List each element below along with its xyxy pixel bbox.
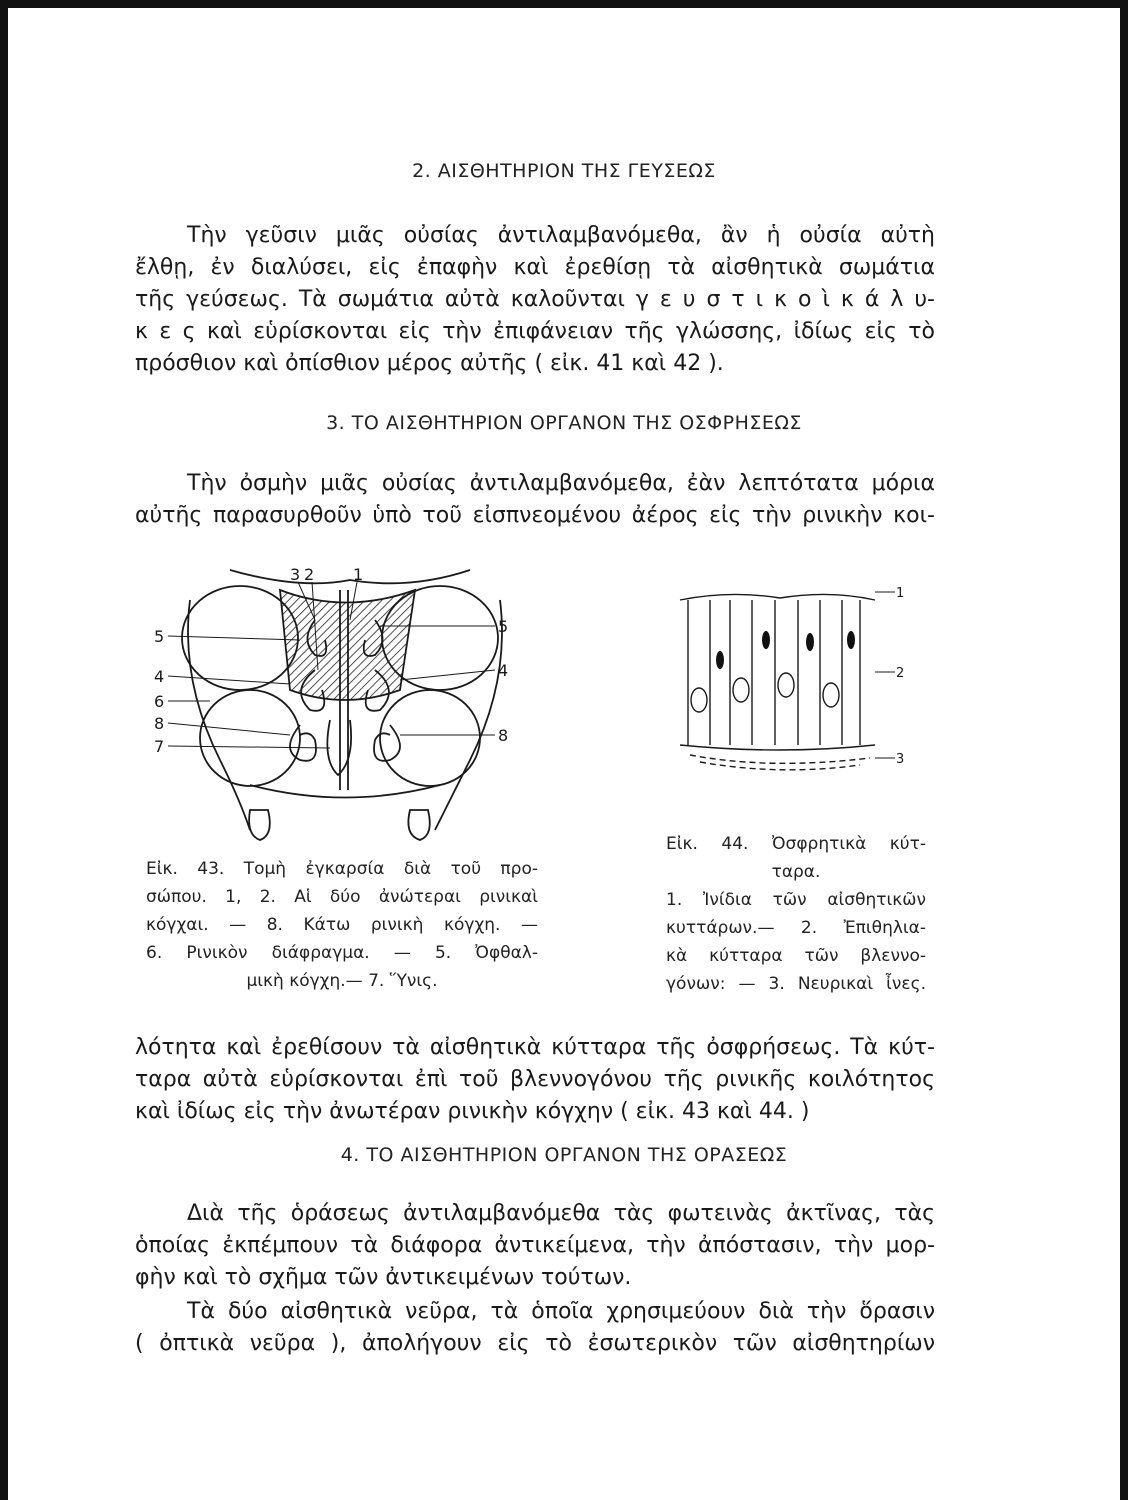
caption-line: μικὴ κόγχη.— 7. Ὕνις. — [246, 971, 438, 991]
face-outline — [230, 570, 470, 583]
fig43-label-top-2: 2 — [304, 565, 315, 584]
section-4-paragraph — [135, 1198, 935, 1294]
fig43-label-right-5: 5 — [498, 617, 509, 636]
palate — [250, 785, 440, 798]
section-2-paragraph — [135, 220, 935, 380]
fig43-label-right-4: 4 — [498, 661, 509, 680]
figure-44-caption — [666, 830, 926, 998]
text-line: πρόσθιον καὶ ὀπίσθιον μέρος αὐτῆς ( εἰκ. 41 καὶ 42 ). — [135, 351, 724, 376]
right-inferior-concha — [374, 725, 400, 761]
caption-line: Εἰκ. 43. Τομὴ ἐγκαρσία διὰ τοῦ προ- — [146, 859, 538, 879]
fig44-label-1: 1 — [896, 586, 905, 601]
text-line: τῆς γεύσεως. Τὰ σωμάτια αὐτὰ καλοῦνται γ ε υ σ τ ι κ ο ὶ κ ά λ υ- — [135, 287, 935, 312]
fig43-label-top-3: 3 — [290, 565, 301, 584]
epithelium-top — [680, 594, 875, 600]
section-4-heading: 4. ΤΟ ΑΙΣΘΗΤΗΡΙΟΝ ΟΡΓΑΝΟΝ ΤΗΣ ΟΡΑΣΕΩΣ — [340, 1144, 788, 1166]
fig43-label-left-8: 8 — [154, 714, 165, 733]
cell-nucleus — [733, 678, 749, 702]
left-maxillary-sinus — [200, 690, 300, 786]
text-line: αὐτῆς παρασυρθοῦν ὑπὸ τοῦ εἰσπνεομένου ἀέρος εἰς τὴν ρινικὴν κοι- — [135, 503, 935, 528]
cell-column-2 — [730, 600, 752, 745]
figure-44-olfactory-cells — [670, 580, 910, 780]
caption-line: ταρα. — [771, 862, 821, 882]
text-line: ταρα αὐτὰ εὑρίσκονται ἐπὶ τοῦ βλεννογόνου τῆς ρινικῆς κοιλότητος — [135, 1067, 935, 1092]
caption-line: κυττάρων.— 2. Ἐπιθηλια- — [666, 918, 926, 938]
fig43-label-left-4: 4 — [154, 667, 165, 686]
caption-line: Εἰκ. 44. Ὀσφρητικὰ κύτ- — [666, 834, 926, 854]
text-line: Τὴν γεῦσιν μιᾶς οὐσίας ἀντιλαμβανόμεθα, ἂν ἡ οὐσία αὐτὴ — [187, 223, 935, 248]
figure-43-nasal-cross-section — [150, 560, 530, 850]
text-line: Τὴν ὀσμὴν μιᾶς οὐσίας ἀντιλαμβανόμεθα, ἐὰν λεπτότατα μόρια — [187, 471, 935, 496]
text-line: κ ε ς καὶ εὑρίσκονται εἰς τὴν ἐπιφάνειαν τῆς γλώσσης, ἰδίως εἰς τὸ — [135, 319, 935, 344]
cell-nucleus — [823, 683, 839, 707]
section-3-paragraph — [135, 468, 935, 532]
cell-column-1 — [688, 600, 710, 745]
cell-nucleus — [778, 673, 794, 697]
fig44-label-2: 2 — [896, 666, 905, 681]
right-maxillary-sinus — [380, 690, 480, 786]
dark-nucleus — [716, 651, 724, 669]
text-line: Τὰ δύο αἰσθητικὰ νεῦρα, τὰ ὁποῖα χρησιμεύουν διὰ τὴν ὅρασιν — [187, 1299, 935, 1324]
text-line: Διὰ τῆς ὁράσεως ἀντιλαμβανόμεθα τὰς φωτεινὰς ἀκτῖνας, τὰς — [187, 1201, 935, 1226]
page-edge-right — [1120, 0, 1128, 1500]
dark-nucleus — [806, 633, 814, 651]
fig44-label-3: 3 — [896, 752, 905, 767]
face-left-contour — [188, 600, 250, 830]
text-line: ( ὀπτικὰ νεῦρα ), ἀπολήγουν εἰς τὸ ἐσωτερικὸν τῶν αἰσθητηρίων — [135, 1331, 935, 1356]
text-line: φὴν καὶ τὸ σχῆμα τῶν ἀντικειμένων τούτων. — [135, 1265, 632, 1290]
nerve-fibers — [690, 755, 870, 770]
fig43-label-right-8: 8 — [498, 726, 509, 745]
text-line: ἔλθῃ, ἐν διαλύσει, εἰς ἐπαφὴν καὶ ἐρεθίσῃ τὰ αἰσθητικὰ σωμάτια — [135, 255, 935, 280]
caption-line: 1. Ἰνίδια τῶν αἰσθητικῶν — [666, 890, 926, 910]
caption-line: γόνων: — 3. Νευρικαὶ ἶνες. — [666, 974, 926, 994]
caption-line: κόγχαι. — 8. Κάτω ρινικὴ κόγχη. — — [146, 915, 538, 935]
caption-line: κὰ κύτταρα τῶν βλεννο- — [666, 946, 926, 966]
fig43-label-left-6: 6 — [154, 692, 165, 711]
fig43-label-left-5: 5 — [154, 627, 165, 646]
text-line: καὶ ἰδίως εἰς τὴν ἀνωτέραν ρινικὴν κόγχην ( εἰκ. 43 καὶ 44. ) — [135, 1099, 810, 1124]
right-tooth — [408, 810, 429, 840]
text-line: λότητα καὶ ἐρεθίσουν τὰ αἰσθητικὰ κύτταρα τῆς ὀσφρήσεως. Τὰ κύτ- — [135, 1035, 935, 1060]
left-inferior-concha — [290, 725, 316, 761]
cell-nucleus — [691, 688, 707, 712]
caption-line: σώπου. 1, 2. Αἱ δύο ἀνώτεραι ρινικαὶ — [146, 887, 538, 907]
face-right-contour — [435, 600, 502, 830]
cell-column-4 — [820, 600, 842, 745]
section-3-continuation — [135, 1032, 935, 1128]
figure-43-caption — [146, 855, 538, 995]
section-2-heading: 2. ΑΙΣΘΗΤΗΡΙΟΝ ΤΗΣ ΓΕΥΣΕΩΣ — [412, 160, 716, 182]
caption-line: 6. Ρινικὸν διάφραγμα. — 5. Ὀφθαλ- — [146, 943, 538, 963]
epithelium-bottom — [680, 745, 875, 750]
page-edge-left — [0, 0, 8, 1500]
page-edge-top — [0, 0, 1128, 8]
dark-nucleus — [762, 631, 770, 649]
section-3-heading: 3. ΤΟ ΑΙΣΘΗΤΗΡΙΟΝ ΟΡΓΑΝΟΝ ΤΗΣ ΟΣΦΡΗΣΕΩΣ — [326, 412, 802, 434]
left-tooth — [249, 810, 270, 840]
section-4-paragraph-2 — [135, 1296, 935, 1360]
text-line: ὁποίας ἐκπέμπουν τὰ διάφορα ἀντικείμενα, τὴν ἀπόστασιν, τὴν μορ- — [135, 1233, 935, 1258]
fig43-label-left-7: 7 — [154, 737, 165, 756]
fig43-label-top-1: 1 — [353, 565, 364, 584]
dark-nucleus — [847, 631, 855, 649]
